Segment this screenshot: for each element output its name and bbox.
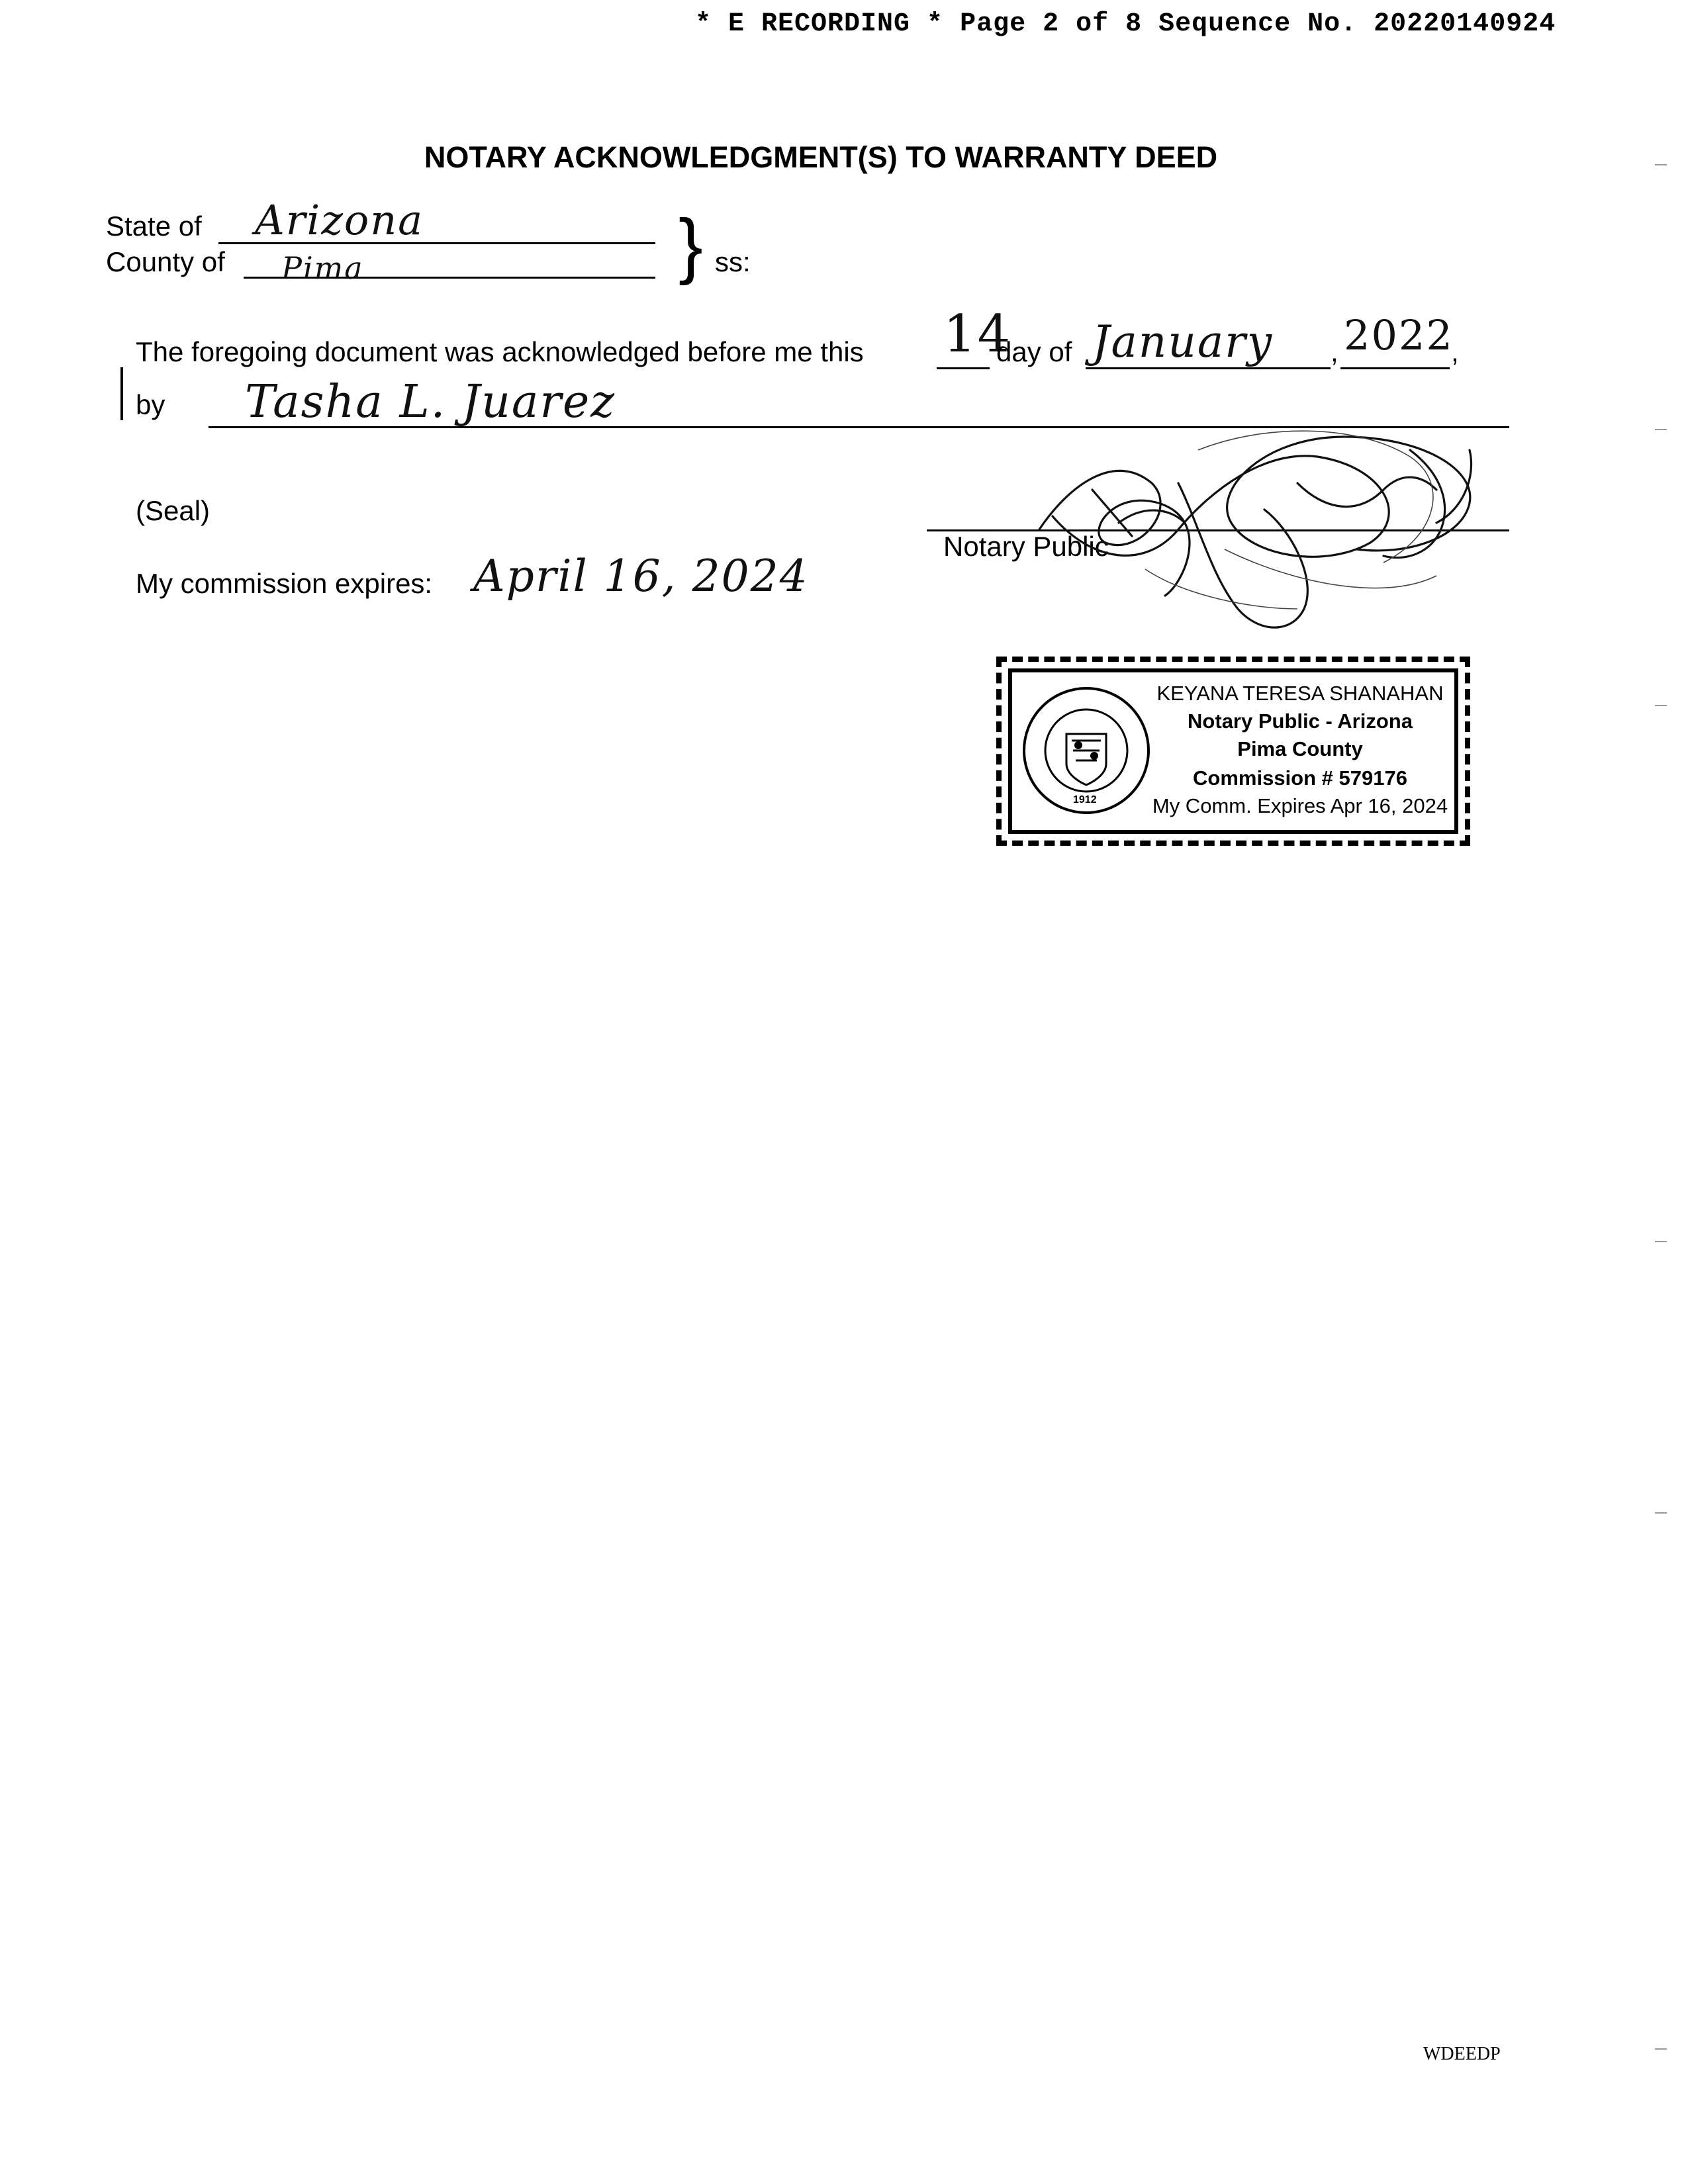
commission-value: April 16, 2024 xyxy=(473,551,809,602)
footer-form-code: WDEEDP xyxy=(1423,2044,1501,2064)
margin-tick xyxy=(1655,705,1667,706)
margin-tick xyxy=(1655,2048,1667,2050)
stamp-line-county: Pima County xyxy=(1237,737,1363,760)
county-underline xyxy=(244,277,655,279)
document-title: NOTARY ACKNOWLEDGMENT(S) TO WARRANTY DEED xyxy=(424,140,1218,174)
stamp-line-expires: My Comm. Expires Apr 16, 2024 xyxy=(1152,794,1448,817)
notary-stamp xyxy=(996,657,1470,846)
by-value: Tasha L. Juarez xyxy=(245,376,616,428)
margin-tick xyxy=(1655,1241,1667,1242)
margin-tick xyxy=(1655,164,1667,165)
day-value: 14 xyxy=(943,304,1012,364)
recording-header: * E RECORDING * Page 2 of 8 Sequence No. 20220140924 xyxy=(695,9,1556,39)
stamp-line-commission: Commission # 579176 xyxy=(1193,766,1407,790)
year-value: 2022 xyxy=(1344,311,1454,359)
year-underline xyxy=(1340,367,1450,369)
seal-year: 1912 xyxy=(1073,794,1097,805)
day-underline xyxy=(937,367,990,369)
ss-label: ss: xyxy=(715,246,751,277)
stamp-line-title: Notary Public - Arizona xyxy=(1188,709,1413,733)
month-value: January xyxy=(1092,316,1274,367)
stamp-line-name: KEYANA TERESA SHANAHAN xyxy=(1156,682,1444,705)
year-comma: , xyxy=(1331,336,1338,367)
commission-label: My commission expires: xyxy=(136,568,433,599)
margin-mark xyxy=(120,367,123,420)
margin-tick xyxy=(1655,1512,1667,1514)
seal-label: (Seal) xyxy=(136,495,211,526)
acknowledgment-text: The foregoing document was acknowledged before me this xyxy=(136,336,864,367)
notary-signature xyxy=(1013,410,1516,649)
month-underline xyxy=(1086,367,1331,369)
margin-tick xyxy=(1655,429,1667,430)
state-label: State of xyxy=(106,210,202,242)
county-label: County of xyxy=(106,246,225,277)
trailing-comma: , xyxy=(1451,336,1459,367)
state-underline xyxy=(218,242,655,244)
day-of-label: day of xyxy=(996,336,1072,367)
notary-public-label: Notary Public xyxy=(943,531,1109,562)
county-value: Pima xyxy=(281,250,364,286)
venue-brace: } xyxy=(679,205,703,286)
by-label: by xyxy=(136,389,165,420)
state-value: Arizona xyxy=(255,196,424,244)
